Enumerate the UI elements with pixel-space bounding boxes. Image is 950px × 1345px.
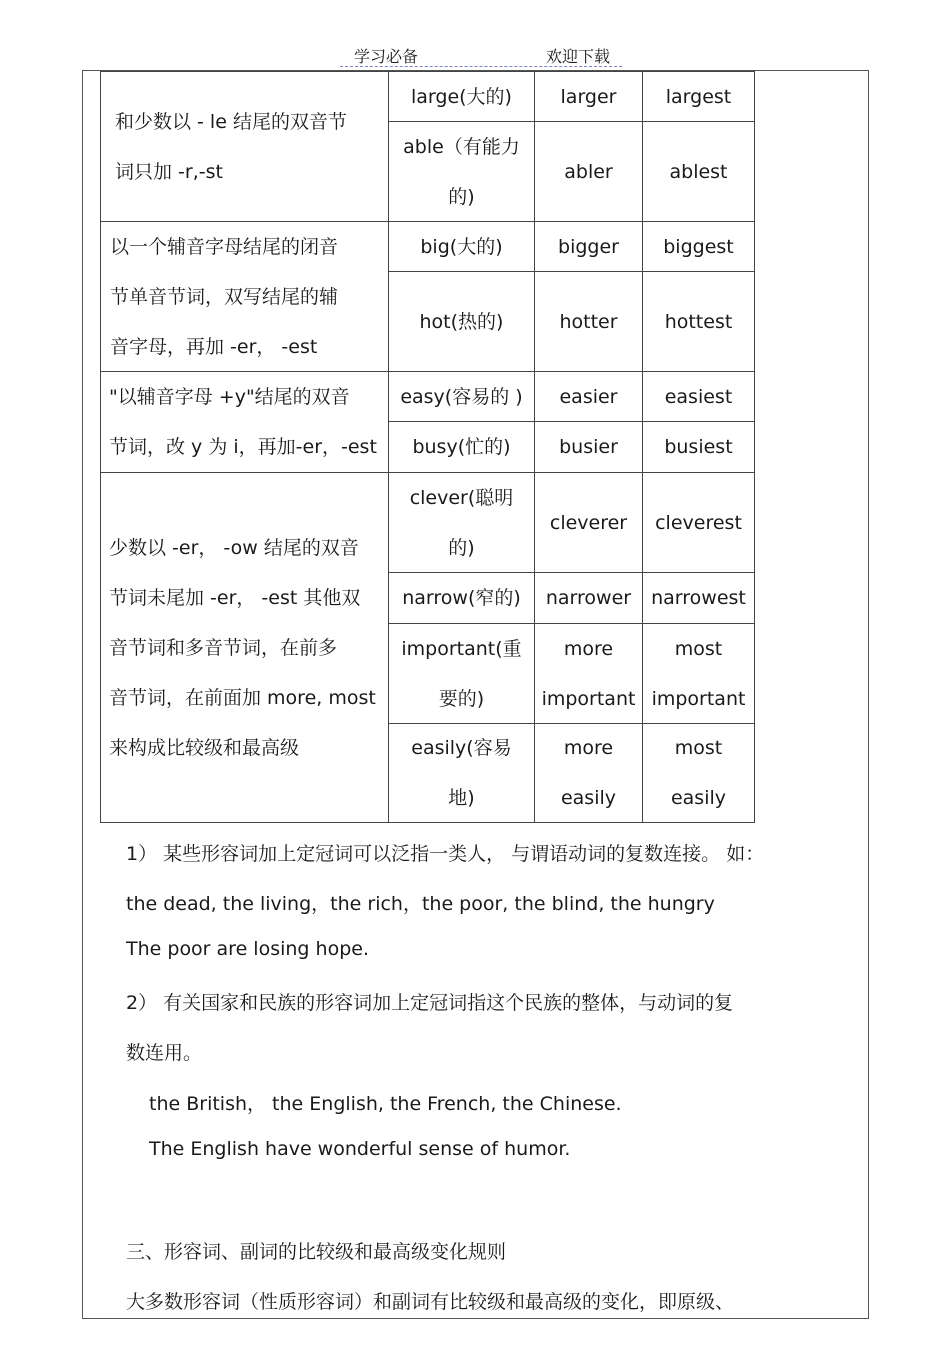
header-right-text: 欢迎下载 (546, 47, 611, 66)
superlative-cell: biggest (642, 221, 755, 271)
superlative-cell: hottest (642, 271, 755, 371)
page-header (340, 44, 622, 67)
comparative-cell: more easily (534, 723, 642, 823)
rule-cell: 以一个辅音字母结尾的闭音 节单音节词，双写结尾的辅 音字母，再加 -er， -est (100, 221, 388, 371)
base-cell: hot(热的) (388, 271, 534, 371)
paragraph: the dead, the living，the rich，the poor, the blind, the hungry (126, 893, 715, 915)
base-cell: busy(忙的) (388, 421, 534, 472)
base-cell: able（有能力 的) (388, 121, 534, 221)
superlative-cell: busiest (642, 421, 755, 472)
paragraph: The poor are losing hope. (126, 938, 369, 960)
comparative-cell: abler (534, 121, 642, 221)
comparative-cell: busier (534, 421, 642, 472)
comparative-cell: hotter (534, 271, 642, 371)
comparative-cell: more important (534, 623, 642, 723)
section-heading: 三、形容词、副词的比较级和最高级变化规则 (126, 1241, 507, 1263)
comparative-cell: narrower (534, 572, 642, 623)
base-cell: important(重 要的) (388, 623, 534, 723)
paragraph: 数连用。 (126, 1042, 203, 1064)
comparative-cell: cleverer (534, 472, 642, 572)
superlative-cell: most important (642, 623, 755, 723)
superlative-cell: ablest (642, 121, 755, 221)
base-cell: easily(容易 地) (388, 723, 534, 823)
comparative-cell: bigger (534, 221, 642, 271)
superlative-cell: easiest (642, 371, 755, 421)
base-cell: big(大的) (388, 221, 534, 271)
superlative-cell: narrowest (642, 572, 755, 623)
superlative-cell: largest (642, 71, 755, 121)
paragraph: 1） 某些形容词加上定冠词可以泛指一类人， 与谓语动词的复数连接。 如： (126, 843, 765, 865)
paragraph: the British， the English, the French, the Chinese. (149, 1093, 622, 1115)
base-cell: clever(聪明 的) (388, 472, 534, 572)
paragraph: The English have wonderful sense of humor. (149, 1138, 571, 1160)
superlative-cell: cleverest (642, 472, 755, 572)
paragraph: 2） 有关国家和民族的形容词加上定冠词指这个民族的整体，与动词的复 (126, 992, 734, 1014)
comparative-cell: easier (534, 371, 642, 421)
header-left-text: 学习必备 (354, 47, 419, 66)
rule-cell: 少数以 -er， -ow 结尾的双音 节词未尾加 -er， -est 其他双 音节词和多音节词，在前多 音节词，在前面加 more, most 来构成比较级和最高级 (100, 472, 388, 823)
superlative-cell: most easily (642, 723, 755, 823)
comparative-cell: larger (534, 71, 642, 121)
base-cell: narrow(窄的) (388, 572, 534, 623)
rule-cell: "以辅音字母 +y"结尾的双音 节词，改 y 为 i，再加-er，-est (100, 371, 388, 472)
base-cell: large(大的) (388, 71, 534, 121)
rule-cell: 和少数以 - le 结尾的双音节 词只加 -r,-st (100, 71, 388, 221)
base-cell: easy(容易的 ) (388, 371, 534, 421)
paragraph: 大多数形容词（性质形容词）和副词有比较级和最高级的变化，即原级、 (126, 1291, 735, 1313)
